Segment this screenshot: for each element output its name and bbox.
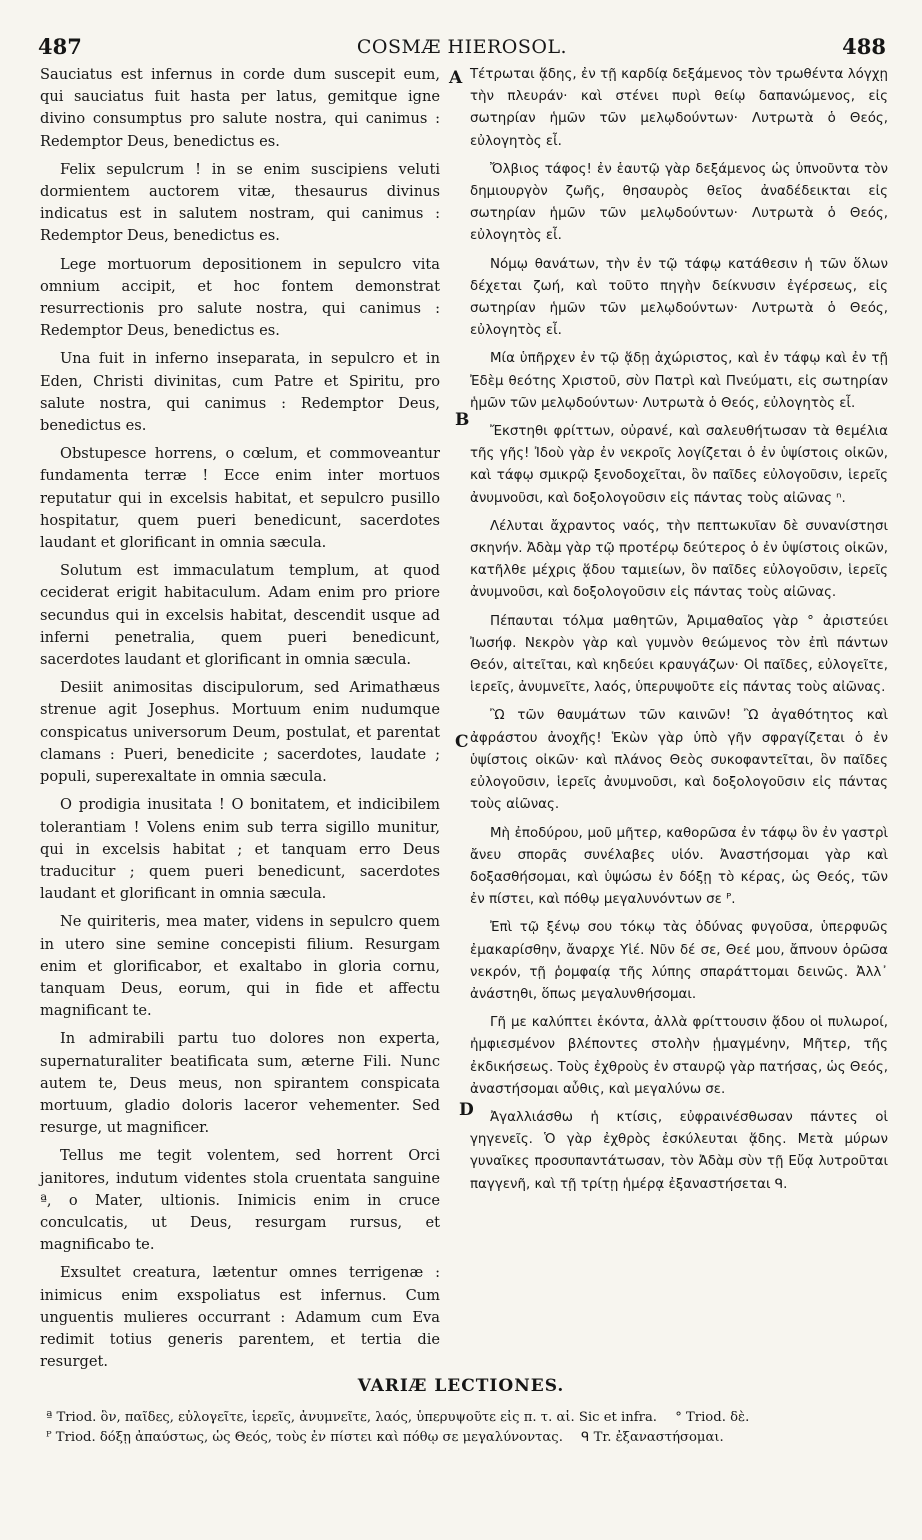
note-entry: ° Triod. δὲ. bbox=[675, 1410, 750, 1425]
note-entry: ᑫ Tr. ἐξαναστήσομαι. bbox=[581, 1430, 724, 1445]
note-line bbox=[46, 1428, 896, 1448]
page-number-left: 487 bbox=[38, 34, 82, 59]
greek-paragraph: Γῆ με καλύπτει ἑκόντα, ἀλλὰ φρίττουσιν ᾅδου οἱ πυλωροί, ἠμφιεσμένον βλέποντες στολὴν ᾑμαγμένην, Μῆτερ, τῆς ἐκδικήσεως. Τοὺς ἐχθροὺς ἐν σταυρῷ γὰρ πατήσας, ὡς Θεός, ἀναστήσομαι αὖθις, καὶ μεγαλύνω σε. bbox=[470, 1015, 888, 1097]
latin-paragraph: Obstupesce horrens, o cœlum, et commoveantur fundamenta terræ ! Ecce enim inter mortuos reputatur qui in excelsis habitat, et sepulcro pusillo hospitatur, quem pueri benedicunt, sacerdotes laudant et glorificant in omnia sæcula. bbox=[40, 445, 440, 552]
margin-marker-a: A bbox=[449, 68, 463, 88]
greek-paragraph: Μὴ ἐποδύρου, μοῦ μῆτερ, καθορῶσα ἐν τάφῳ ὃν ἐν γαστρὶ ἄνευ σπορᾶς συνέλαβες υἱόν. Ἀναστήσομαι γὰρ καὶ δοξασθήσομαι, καὶ ὑψώσω ἐν δόξῃ τὸ κέρας, ὡς Θεός, τῶν ἐν πίστει, καὶ πόθῳ μεγαλυνόντων σε ᴾ. bbox=[470, 825, 888, 908]
note-entry: ᴾ Triod. δόξῃ ἀπαύστως, ὡς Θεός, τοὺς ἐν πίστει καὶ πόθῳ σε μεγαλύνοντας. bbox=[46, 1430, 563, 1445]
greek-column bbox=[470, 64, 888, 1202]
latin-paragraph: Ne quiriteris, mea mater, videns in sepulcro quem in utero sine semine concepisti filium. Resurgam enim et glorificabor, et exaltabo in gloria cornu, tanquam Deus, eorum, qui in fide et affectu magnificant te. bbox=[40, 913, 440, 1020]
variae-lectiones-heading: VARIÆ LECTIONES. bbox=[357, 1376, 565, 1396]
latin-paragraph: Tellus me tegit volentem, sed horrent Orci janitores, indutum videntes stola cruentata sanguine ª, o Mater, ultionis. Inimicis enim in cruce conculcatis, ut Deus, resurgam rursus, et magnificabo te. bbox=[40, 1147, 440, 1254]
greek-paragraph: Ἀγαλλιάσθω ἡ κτίσις, εὐφραινέσθωσαν πάντες οἱ γηγενεῖς. Ὁ γὰρ ἐχθρὸς ἐσκύλευται ᾅδης. Μετὰ μύρων γυναῖκες προσυπαντάτωσαν, τὸν Ἀδὰμ σὺν τῇ Εὔᾳ λυτροῦται παγγενῆ, καὶ τῇ τρίτῃ ἡμέρᾳ ἐξαναστήσεται ᑫ. bbox=[470, 1109, 888, 1192]
greek-paragraph: Τέτρωται ᾅδης, ἐν τῇ καρδίᾳ δεξάμενος τὸν τρωθέντα λόγχῃ τὴν πλευράν· καὶ στένει πυρὶ θείῳ δαπανώμενος, εἰς σωτηρίαν ἡμῶν τῶν μελῳδούντων· Λυτρωτὰ ὁ Θεός, εὐλογητὸς εἶ. bbox=[470, 67, 888, 149]
latin-paragraph: Felix sepulcrum ! in se enim suscipiens veluti dormientem auctorem vitæ, thesaurus divinus indicatus est in salutem nostram, qui canimus : Redemptor Deus, benedictus es. bbox=[40, 160, 440, 245]
margin-marker-d: D bbox=[459, 1100, 474, 1120]
greek-paragraph: Ἔκστηθι φρίττων, οὐρανέ, καὶ σαλευθήτωσαν τὰ θεμέλια τῆς γῆς! Ἰδοὺ γὰρ ἐν νεκροῖς λογίζεται ὁ ἐν ὑψίστοις οἰκῶν, καὶ τάφῳ σμικρῷ ξενοδοχεῖται, ὃν παῖδες εὐλογοῦσιν, ἱερεῖς ἀνυμνοῦσι, καὶ δοξολογοῦσιν εἰς πάντας τοὺς αἰῶνας ⁿ. bbox=[470, 424, 888, 506]
greek-paragraph: Ὄλβιος τάφος! ἐν ἑαυτῷ γὰρ δεξάμενος ὡς ὑπνοῦντα τὸν δημιουργὸν ζωῆς, θησαυρὸς θεῖος ἀναδέδεικται εἰς σωτηρίαν ἡμῶν τῶν μελῳδούντων· Λυτρωτὰ ὁ Θεός, εὐλογητὸς εἶ. bbox=[470, 161, 888, 244]
latin-paragraph: Desiit animositas discipulorum, sed Arimathæus strenue agit Josephus. Mortuum enim nudumque conspicatus universorum Deum, postulat, et parentat clamans : Pueri, benedicite ; sacerdotes, laudate ; populi, superexaltate in omnia sæcula. bbox=[40, 679, 440, 786]
latin-paragraph: Lege mortuorum depositionem in sepulcro vita omnium accipit, et hoc fontem demonstrat resurrectionis pro salute nostra, qui canimus : Redemptor Deus, benedictus es. bbox=[40, 255, 440, 340]
page-header bbox=[38, 34, 886, 62]
page-number-right: 488 bbox=[842, 34, 886, 59]
latin-paragraph: In admirabili partu tuo dolores non experta, supernaturaliter beatificata sum, æterne Fili. Nunc autem te, Deus meus, non spirantem conspicata mortuum, gladio doloris laceror vehementer. Sed resurge, ut magnificer. bbox=[40, 1030, 440, 1137]
greek-paragraph: Ὢ τῶν θαυμάτων τῶν καινῶν! Ὢ ἀγαθότητος καὶ ἀφράστου ἀνοχῆς! Ἑκὼν γὰρ ὑπὸ γῆν σφραγίζεται ὁ ἐν ὑψίστοις οἰκῶν· καὶ πλάνος Θεὸς συκοφαντεῖται, ὃν παῖδες εὐλογοῦσιν, ἱερεῖς ἀνυμνοῦσι, καὶ δοξολογοῦσιν εἰς πάντας τοὺς αἰῶνας. bbox=[470, 708, 888, 813]
greek-paragraph: Πέπαυται τόλμα μαθητῶν, Ἀριμαθαῖος γὰρ ° ἀριστεύει Ἰωσήφ. Νεκρὸν γὰρ καὶ γυμνὸν θεώμενος τὸν ἐπὶ πάντων Θεόν, αἰτεῖται, καὶ κηδεύει κραυγάζων· Οἱ παῖδες, εὐλογεῖτε, ἱερεῖς, ἀνυμνεῖτε, λαός, ὑπερυψοῦτε εἰς πάντας τοὺς αἰῶνας. bbox=[470, 613, 888, 696]
greek-paragraph: Μία ὑπῆρχεν ἐν τῷ ᾅδῃ ἀχώριστος, καὶ ἐν τάφῳ καὶ ἐν τῇ Ἐδὲμ θεότης Χριστοῦ, σὺν Πατρὶ καὶ Πνεύματι, εἰς σωτηρίαν ἡμῶν τῶν μελῳδούντων· Λυτρωτὰ ὁ Θεός, εὐλογητὸς εἶ. bbox=[470, 351, 888, 411]
note-entry: ª Triod. ὃν, παῖδες, εὐλογεῖτε, ἱερεῖς, ἀνυμνεῖτε, λαός, ὑπερυψοῦτε εἰς π. τ. αἱ. Sic et infra. bbox=[46, 1410, 657, 1425]
latin-paragraph: Sauciatus est infernus in corde dum suscepit eum, qui sauciatus fuit hasta per latus, gemitque igne divino consumptus pro salute nostra, qui canimus : Redemptor Deus, benedictus es. bbox=[40, 66, 440, 150]
note-line bbox=[46, 1408, 896, 1428]
latin-paragraph: Exsultet creatura, lætentur omnes terrigenæ : inimicus enim exspoliatus est infernus. Cum unguentis mulieres occurrant : Adamum cum Eva redimit totius generis parentem, et tertia die resurget. bbox=[40, 1264, 440, 1371]
latin-paragraph: Una fuit in inferno inseparata, in sepulcro et in Eden, Christi divinitas, cum Patre et Spiritu, pro salute nostra, qui canimus : Redemptor Deus, benedictus es. bbox=[40, 350, 440, 435]
variae-lectiones-notes bbox=[46, 1408, 896, 1448]
greek-paragraph: Νόμῳ θανάτων, τὴν ἐν τῷ τάφῳ κατάθεσιν ἡ τῶν ὅλων δέχεται ζωή, καὶ τοῦτο πηγὴν δείκνυσιν ἐγέρσεως, εἰς σωτηρίαν ἡμῶν τῶν μελῳδούντων· Λυτρωτὰ ὁ Θεός, εὐλογητὸς εἶ. bbox=[470, 256, 888, 339]
running-title: COSMÆ HIEROSOL. bbox=[356, 36, 568, 58]
margin-marker-c: C bbox=[455, 732, 469, 752]
latin-paragraph: Solutum est immaculatum templum, at quod ceciderat erigit habitaculum. Adam enim pro priore secundus qui in excelsis habitat, descendit usque ad inferni penetralia, quem pueri benedicunt, sacerdotes laudant et glorificant in omnia sæcula. bbox=[40, 562, 440, 669]
latin-column bbox=[40, 64, 440, 1379]
greek-paragraph: Λέλυται ἄχραντος ναός, τὴν πεπτωκυῖαν δὲ συνανίστησι σκηνήν. Ἀδὰμ γὰρ τῷ προτέρῳ δεύτερος ὁ ἐν ὑψίστοις οἰκῶν, κατῆλθε μέχρις ᾅδου ταμιείων, ὃν παῖδες εὐλογοῦσιν, ἱερεῖς ἀνυμνοῦσι, καὶ δοξολογοῦσιν εἰς πάντας τοὺς αἰῶνας. bbox=[470, 518, 888, 601]
margin-marker-b: B bbox=[455, 410, 470, 430]
greek-paragraph: Ἐπὶ τῷ ξένῳ σου τόκῳ τὰς ὀδύνας φυγοῦσα, ὑπερφυῶς ἐμακαρίσθην, ἄναρχε Υἱέ. Νῦν δέ σε, Θεέ μου, ἄπνουν ὁρῶσα νεκρόν, τῇ ῥομφαίᾳ τῆς λύπης σπαράττομαι δεινῶς. Ἀλλ᾽ ἀνάστηθι, ὅπως μεγαλυνθήσομαι. bbox=[470, 920, 888, 1002]
latin-paragraph: O prodigia inusitata ! O bonitatem, et indicibilem tolerantiam ! Volens enim sub terra sigillo munitur, qui in excelsis habitat ; et tanquam erro Deus traducitur ; quem pueri benedicunt, sacerdotes laudant et glorificant in omnia sæcula. bbox=[40, 796, 440, 903]
